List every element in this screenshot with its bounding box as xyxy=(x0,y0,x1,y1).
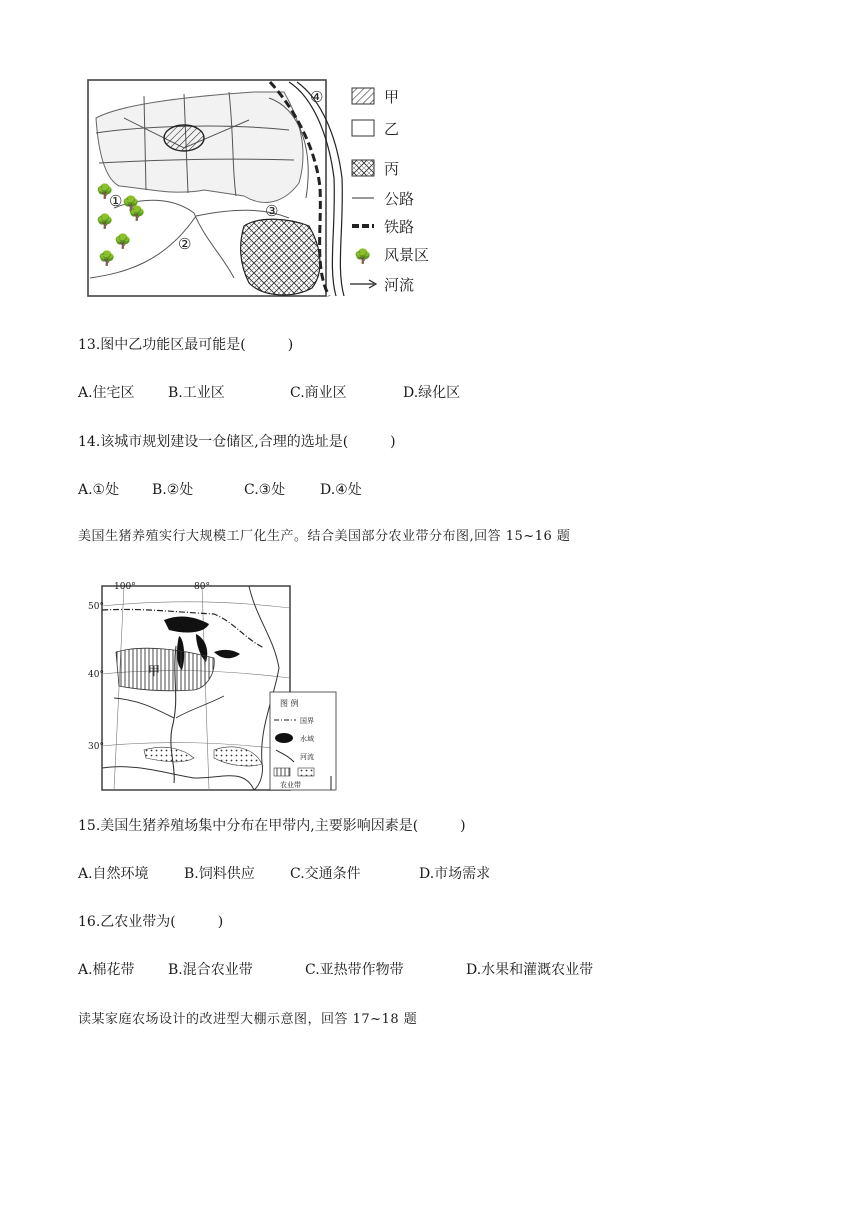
q16-option-d[interactable]: D.水果和灌溉农业带 xyxy=(466,962,594,978)
legend-label-bing: 丙 xyxy=(384,160,400,178)
legend-label-jia: 甲 xyxy=(384,88,400,106)
lat-label-30: 30° xyxy=(88,742,104,752)
crosshatch-square-icon xyxy=(352,160,374,176)
q15-option-a[interactable]: A.自然环境 xyxy=(78,866,149,882)
water-icon xyxy=(275,733,293,743)
q16-option-c[interactable]: C.亚热带作物带 xyxy=(305,962,404,978)
q13-option-c[interactable]: C.商业区 xyxy=(290,385,347,401)
q15-option-b[interactable]: B.饲料供应 xyxy=(184,866,255,882)
intro-17-18: 读某家庭农场设计的改进型大棚示意图，回答 17~18 题 xyxy=(78,1012,418,1027)
legend-label-belt: 农业带 xyxy=(280,781,301,789)
site-label-1: ① xyxy=(109,192,123,210)
legend-label-road: 公路 xyxy=(384,190,415,208)
q14-option-b[interactable]: B.②处 xyxy=(152,482,194,498)
belt-patterns-icon xyxy=(274,768,290,776)
map2-legend xyxy=(270,692,336,790)
question-14-stem: 14.该城市规划建设一仓储区,合理的选址是( ) xyxy=(78,434,396,450)
question-16-stem: 16.乙农业带为( ) xyxy=(78,914,224,930)
q13-option-d[interactable]: D.绿化区 xyxy=(403,385,461,401)
legend-label-yi: 乙 xyxy=(384,120,400,138)
q15-option-d[interactable]: D.市场需求 xyxy=(419,866,491,882)
q16-option-b[interactable]: B.混合农业带 xyxy=(168,962,253,978)
site-label-4: ④ xyxy=(310,88,324,106)
belt-jia xyxy=(116,648,214,691)
us-agri-map-svg xyxy=(84,578,344,796)
legend-label-railway: 铁路 xyxy=(384,218,415,236)
q13-option-b[interactable]: B.工业区 xyxy=(168,385,225,401)
city-map-svg xyxy=(84,78,444,300)
blank-square-icon xyxy=(352,120,374,136)
legend-title: 图 例 xyxy=(280,699,299,708)
intro-15-16: 美国生猪养殖实行大规模工厂化生产。结合美国部分农业带分布图,回答 15~16 题 xyxy=(78,529,571,544)
legend-label-scenic: 风景区 xyxy=(384,246,430,264)
map1-legend xyxy=(350,88,429,294)
q14-option-c[interactable]: C.③处 xyxy=(244,482,286,498)
hatched-square-icon xyxy=(352,88,374,104)
city-map-figure xyxy=(84,78,444,300)
us-agri-map-figure xyxy=(84,578,344,796)
lon-label-80: 80° xyxy=(194,582,210,592)
q13-option-a[interactable]: A.住宅区 xyxy=(78,385,135,401)
question-13-stem: 13.图中乙功能区最可能是( ) xyxy=(78,337,294,353)
legend-label-river2: 河流 xyxy=(300,753,314,761)
q15-option-c[interactable]: C.交通条件 xyxy=(290,866,361,882)
lon-label-100: 100° xyxy=(114,582,136,592)
tree-icon: 🌳 xyxy=(128,206,146,222)
legend-label-water: 水域 xyxy=(300,735,314,743)
legend-label-river: 河流 xyxy=(384,276,415,294)
site-label-3: ③ xyxy=(265,202,279,220)
q14-option-d[interactable]: D.④处 xyxy=(320,482,362,498)
lat-label-50: 50° xyxy=(88,602,104,612)
q16-option-a[interactable]: A.棉花带 xyxy=(78,962,135,978)
q14-option-a[interactable]: A.①处 xyxy=(78,482,120,498)
zone-bing xyxy=(241,219,320,295)
zone-yi xyxy=(96,92,303,202)
lat-label-40: 40° xyxy=(88,670,104,680)
tree-icon: 🌳 xyxy=(96,184,114,200)
legend-label-border: 国界 xyxy=(300,717,314,725)
region-label-jia: 甲 xyxy=(148,664,161,678)
tree-icon: 🌳 xyxy=(354,249,372,265)
question-15-stem: 15.美国生猪养殖场集中分布在甲带内,主要影响因素是( ) xyxy=(78,818,466,834)
tree-icon: 🌳 xyxy=(96,214,114,230)
site-label-2: ② xyxy=(178,235,192,253)
tree-icon: 🌳 xyxy=(122,196,140,212)
tree-icon: 🌳 xyxy=(114,234,132,250)
tree-icon: 🌳 xyxy=(98,251,116,267)
zone-jia xyxy=(164,125,204,151)
